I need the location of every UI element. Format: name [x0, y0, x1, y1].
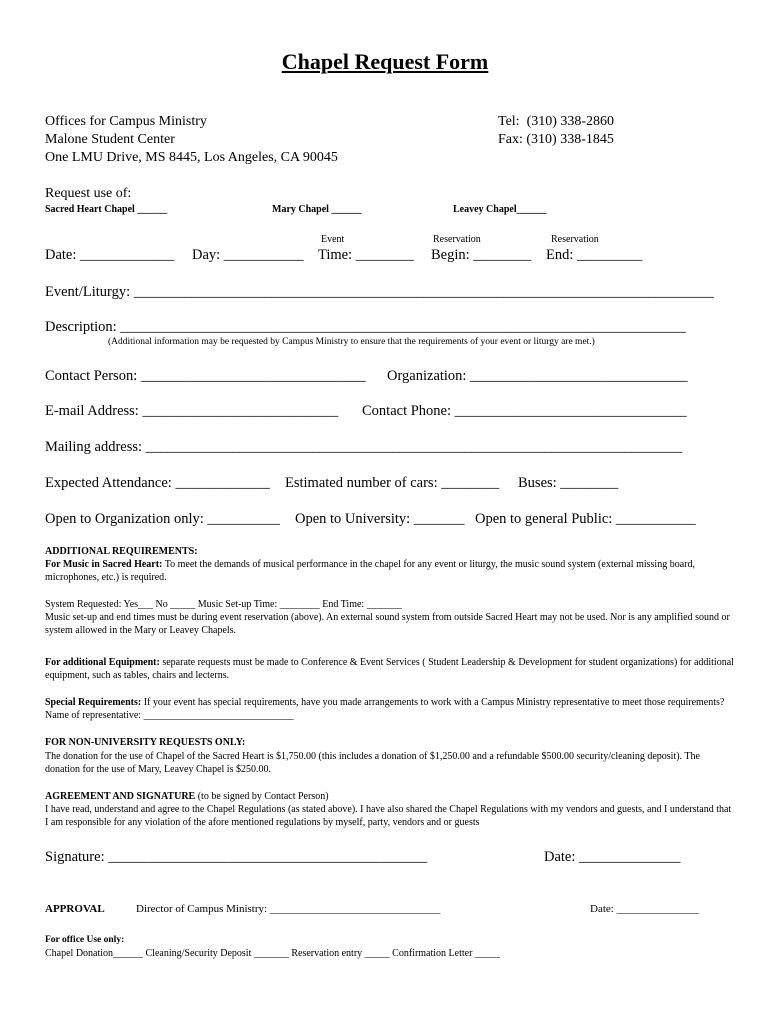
org-line-3: One LMU Drive, MS 8445, Los Angeles, CA 90045	[45, 150, 338, 165]
description-note: (Additional information may be requested by Campus Ministry to ensure that the requirements of your event or liturgy are met.)	[108, 337, 595, 347]
special-label: Special Requirements:	[45, 697, 142, 708]
organization-field[interactable]: Organization: ______________________________	[387, 368, 688, 384]
music-label: For Music in Sacred Heart:	[45, 559, 163, 570]
sacred-heart-option[interactable]: Sacred Heart Chapel ______	[45, 204, 168, 215]
buses-field[interactable]: Buses: ________	[518, 475, 619, 491]
event-time-header: Event	[321, 234, 345, 245]
equipment-paragraph	[45, 656, 735, 682]
event-time-field[interactable]: Time: ________	[318, 247, 414, 263]
system-requested-line[interactable]: System Requested: Yes___ No _____ Music Set-up Time: ________ End Time: _______	[45, 599, 402, 610]
fax-number: Fax: (310) 338-1845	[498, 132, 614, 147]
event-liturgy-field[interactable]: Event/Liturgy: ________________________________________________________________________________	[45, 284, 714, 300]
reservation-end-header: Reservation	[551, 234, 599, 245]
open-organization-field[interactable]: Open to Organization only: __________	[45, 511, 280, 527]
cars-field[interactable]: Estimated number of cars: ________	[285, 475, 500, 491]
org-line-1: Offices for Campus Ministry	[45, 114, 207, 129]
begin-field[interactable]: Begin: ________	[431, 247, 532, 263]
signature-field[interactable]: Signature: ____________________________________________	[45, 849, 428, 865]
contact-person-field[interactable]: Contact Person: _______________________________	[45, 368, 366, 384]
agreement-heading: AGREEMENT AND SIGNATURE	[45, 791, 196, 802]
equipment-label: For additional Equipment:	[45, 657, 160, 668]
special-paragraph	[45, 696, 735, 722]
additional-requirements-heading: ADDITIONAL REQUIREMENTS:	[45, 546, 198, 557]
office-use-line[interactable]: Chapel Donation______ Cleaning/Security Deposit _______ Reservation entry _____ Confirmation Letter _____	[45, 948, 500, 959]
open-public-field[interactable]: Open to general Public: ___________	[475, 511, 696, 527]
agreement-heading-line	[45, 790, 735, 803]
end-field[interactable]: End: _________	[546, 247, 643, 263]
non-university-text: The donation for the use of Chapel of the Sacred Heart is $1,750.00 (this includes a donation of $1,250.00 and a refundable $500.00 security/cleaning deposit). The donation for the use of Mary, Leavey Chapel is $250.00.	[45, 751, 700, 775]
attendance-field[interactable]: Expected Attendance: _____________	[45, 475, 270, 491]
approval-label: APPROVAL	[45, 903, 105, 915]
email-field[interactable]: E-mail Address: ___________________________	[45, 403, 339, 419]
agreement-text: I have read, understand and agree to the Chapel Regulations (as stated above). I have also shared the Chapel Regulations with my vendors and guests, and I understand that I am responsible for any violation of the afore mentioned regulations by myself, party, vendors and or guests	[45, 804, 732, 828]
open-university-field[interactable]: Open to University: _______	[295, 511, 465, 527]
org-line-2: Malone Student Center	[45, 132, 175, 147]
request-use-label: Request use of:	[45, 186, 132, 201]
page-title: Chapel Request Form	[281, 49, 489, 74]
non-university-heading: FOR NON-UNIVERSITY REQUESTS ONLY:	[45, 737, 246, 748]
day-field[interactable]: Day: ___________	[192, 247, 304, 263]
signature-date-field[interactable]: Date: ______________	[544, 849, 681, 865]
music-paragraph	[45, 558, 735, 584]
agreement-heading-note: (to be signed by Contact Person)	[195, 791, 329, 802]
leavey-chapel-option[interactable]: Leavey Chapel______	[453, 204, 547, 215]
mary-chapel-option[interactable]: Mary Chapel ______	[272, 204, 362, 215]
office-use-label: For office Use only:	[45, 935, 125, 945]
special-text: If your event has special requirements, have you made arrangements to work with a Campus Ministry representative to meet those requirements? Name of representative: ______________________________	[45, 697, 725, 721]
date-field[interactable]: Date: _____________	[45, 247, 175, 263]
music-setup-paragraph: Music set-up and end times must be during event reservation (above). An external sound system from outside Sacred Heart may not be used. Nor is any amplified sound or system allowed in the Mary or Leavey Chapels.	[45, 612, 730, 636]
music-text: To meet the demands of musical performance in the chapel for any event or liturgy, the music sound system (external missing board, microphones, etc.) is required.	[45, 559, 695, 583]
tel-number: Tel: (310) 338-2860	[498, 114, 615, 129]
reservation-begin-header: Reservation	[433, 234, 481, 245]
contact-phone-field[interactable]: Contact Phone: ________________________________	[362, 403, 687, 419]
mailing-address-field[interactable]: Mailing address: __________________________________________________________________________	[45, 439, 683, 455]
description-field[interactable]: Description: ______________________________________________________________________________	[45, 319, 686, 335]
director-field[interactable]: Director of Campus Ministry: _______________________________	[136, 903, 441, 915]
approval-date-field[interactable]: Date: _______________	[590, 903, 700, 915]
equipment-text: separate requests must be made to Conference & Event Services ( Student Leadership & Development for student organizations) for additional equipment, such as tables, chairs and lecterns.	[45, 657, 734, 681]
